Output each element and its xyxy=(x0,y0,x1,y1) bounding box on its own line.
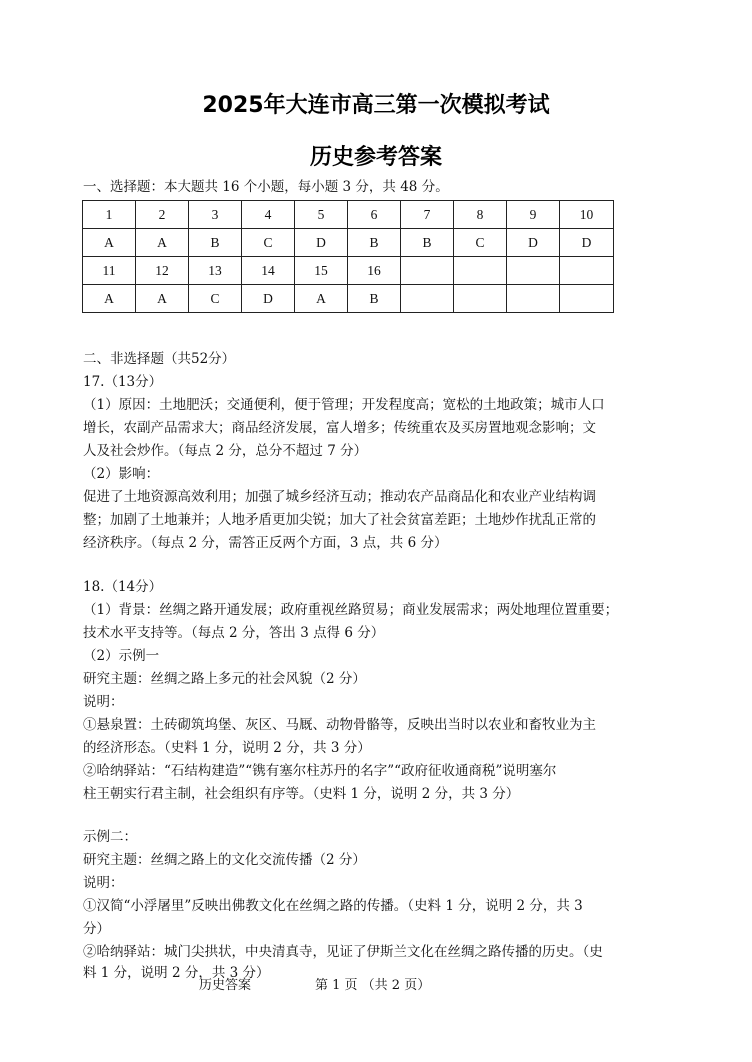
text-line: 分） xyxy=(83,921,110,937)
table-cell: A xyxy=(83,229,136,257)
text-line: 促进了土地资源高效利用；加强了城乡经济互动；推动农产品商品化和农业产业结构调 xyxy=(83,489,596,505)
table-cell: C xyxy=(242,229,295,257)
table-cell: 11 xyxy=(83,257,136,285)
multiple-choice-answer-table xyxy=(82,200,614,313)
text-line: （1）原因：土地肥沃；交通便利，便于管理；开发程度高；宽松的土地政策；城市人口 xyxy=(83,397,605,413)
text-line: （2）影响： xyxy=(83,466,160,482)
table-cell: 5 xyxy=(295,201,348,229)
exam-title: 2025年大连市高三第一次模拟考试 xyxy=(202,93,550,118)
table-cell: B xyxy=(348,285,401,313)
table-cell: 12 xyxy=(136,257,189,285)
table-cell: 10 xyxy=(560,201,614,229)
table-cell xyxy=(560,285,614,313)
table-cell: 16 xyxy=(348,257,401,285)
table-cell: 4 xyxy=(242,201,295,229)
text-line: 增长，农副产品需求大；商品经济发展，富人增多；传统重农及买房置地观念影响；文 xyxy=(83,420,596,436)
text-line: ②哈纳驿站：“石结构建造”“镌有塞尔柱苏丹的名字”“政府征收通商税”说明塞尔 xyxy=(83,763,557,779)
text-line: 研究主题：丝绸之路上的文化交流传播（2 分） xyxy=(83,852,366,868)
table-cell: A xyxy=(295,285,348,313)
table-cell xyxy=(560,257,614,285)
table-row xyxy=(83,229,614,257)
table-row xyxy=(83,257,614,285)
table-cell: 9 xyxy=(507,201,560,229)
answer-key-subtitle: 历史参考答案 xyxy=(309,145,442,170)
table-cell: 13 xyxy=(189,257,242,285)
table-cell xyxy=(507,257,560,285)
text-line: 技术水平支持等。（每点 2 分，答出 3 点得 6 分） xyxy=(83,625,385,641)
text-line: 柱王朝实行君主制，社会组织有序等。（史料 1 分，说明 2 分，共 3 分） xyxy=(83,786,520,802)
table-cell: D xyxy=(242,285,295,313)
section1-heading: 一、选择题：本大题共 16 个小题，每小题 3 分，共 48 分。 xyxy=(83,179,449,195)
table-cell: 15 xyxy=(295,257,348,285)
footer-subject: 历史答案 xyxy=(199,978,252,993)
text-line: ①悬泉置：土砖砌筑坞堡、灰区、马厩、动物骨骼等，反映出当时以农业和畜牧业为主 xyxy=(83,717,596,733)
table-cell xyxy=(507,285,560,313)
table-cell xyxy=(401,257,454,285)
table-cell: 6 xyxy=(348,201,401,229)
table-cell: D xyxy=(560,229,614,257)
table-cell xyxy=(454,257,507,285)
table-row xyxy=(83,285,614,313)
example-2-heading: 示例二： xyxy=(83,829,137,845)
text-line: 研究主题：丝绸之路上多元的社会风貌（2 分） xyxy=(83,671,366,687)
table-cell: A xyxy=(136,229,189,257)
text-line: 的经济形态。（史料 1 分，说明 2 分，共 3 分） xyxy=(83,740,371,756)
table-cell: 2 xyxy=(136,201,189,229)
text-line: 人及社会炒作。（每点 2 分，总分不超过 7 分） xyxy=(83,443,368,459)
table-cell: 1 xyxy=(83,201,136,229)
text-line: （2）示例一 xyxy=(83,648,160,664)
table-cell: B xyxy=(189,229,242,257)
table-cell: C xyxy=(189,285,242,313)
table-cell: 3 xyxy=(189,201,242,229)
text-line: 说明： xyxy=(83,875,124,891)
question-18-heading: 18.（14分） xyxy=(83,579,163,595)
text-line: 说明： xyxy=(83,694,124,710)
table-cell xyxy=(401,285,454,313)
footer-page-number: 第 1 页 （共 2 页） xyxy=(315,978,431,993)
table-cell: B xyxy=(401,229,454,257)
text-line: ①汉简“小浮屠里”反映出佛教文化在丝绸之路的传播。（史料 1 分，说明 2 分，共 3 xyxy=(83,898,583,914)
text-line: 经济秩序。（每点 2 分，需答正反两个方面，3 点，共 6 分） xyxy=(83,535,448,551)
table-cell: D xyxy=(295,229,348,257)
table-cell: A xyxy=(83,285,136,313)
table-cell: D xyxy=(507,229,560,257)
table-cell: 7 xyxy=(401,201,454,229)
table-cell xyxy=(454,285,507,313)
question-17-heading: 17.（13分） xyxy=(83,374,163,390)
table-cell: 14 xyxy=(242,257,295,285)
text-line: （1）背景：丝绸之路开通发展；政府重视丝路贸易；商业发展需求；两处地理位置重要； xyxy=(83,602,619,618)
text-line: 料 1 分，说明 2 分，共 3 分） xyxy=(83,965,270,981)
table-cell: B xyxy=(348,229,401,257)
text-line: ②哈纳驿站：城门尖拱状，中央清真寺，见证了伊斯兰文化在丝绸之路传播的历史。（史 xyxy=(83,944,603,960)
section2-heading: 二、非选择题（共52分） xyxy=(83,351,236,367)
table-cell: A xyxy=(136,285,189,313)
table-row xyxy=(83,201,614,229)
text-line: 整；加剧了土地兼并；人地矛盾更加尖锐；加大了社会贫富差距；土地炒作扰乱正常的 xyxy=(83,512,596,528)
table-cell: C xyxy=(454,229,507,257)
table-cell: 8 xyxy=(454,201,507,229)
